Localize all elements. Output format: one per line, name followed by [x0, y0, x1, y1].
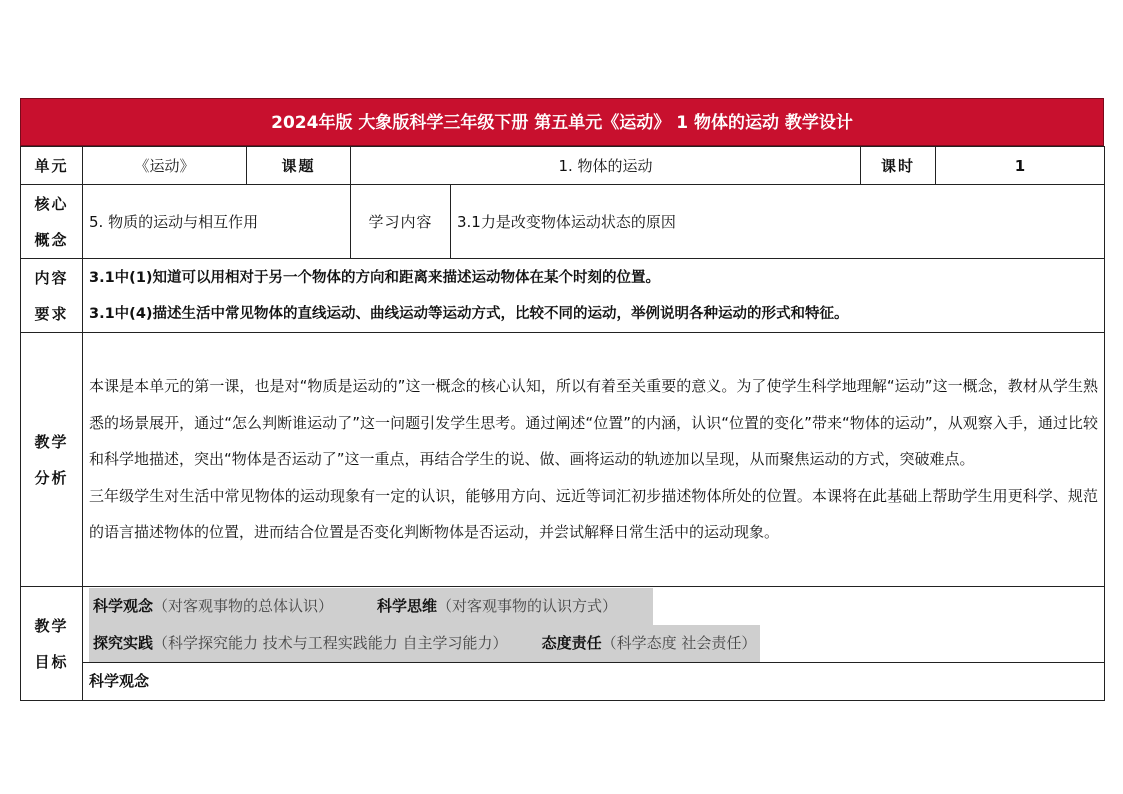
goal-3-desc: （科学探究能力 技术与工程实践能力 自主学习能力）: [153, 633, 508, 652]
core-concept-label: [21, 185, 83, 259]
row-unit: [21, 147, 1105, 185]
core-concept-value: 5. 物质的运动与相互作用: [83, 185, 351, 259]
unit-label: 单元: [21, 147, 83, 185]
period-label: 课时: [861, 147, 936, 185]
req-label-line-1: 内容: [34, 268, 69, 287]
goals-value: [83, 587, 1105, 701]
row-content-requirements: [21, 259, 1105, 333]
topic-label: 课题: [247, 147, 351, 185]
analysis-label-line-2: 分析: [34, 468, 69, 487]
unit-value: 《运动》: [83, 147, 247, 185]
topic-value: 1. 物体的运动: [351, 147, 861, 185]
goal-attitude-responsibility: [538, 625, 761, 662]
goal-inquiry-practice: [89, 625, 538, 662]
goals-label-line-1: 教学: [34, 616, 69, 635]
goal-line-3: [83, 662, 1104, 700]
analysis-label: [21, 333, 83, 587]
goal-4-desc: （科学态度 社会责任）: [601, 633, 757, 652]
goal-1-title: 科学观念: [93, 596, 154, 615]
document-title: 2024年版 大象版科学三年级下册 第五单元《运动》 1 物体的运动 教学设计: [20, 98, 1104, 146]
requirements-value: [83, 259, 1105, 333]
analysis-paragraph-2: 三年级学生对生活中常见物体的运动现象有一定的认识，能够用方向、远近等词汇初步描述物体所处的位置。本课将在此基础上帮助学生用更科学、规范的语言描述物体的位置，进而结合位置是否变化判断物体是否运动，并尝试解释日常生活中的运动现象。: [89, 486, 1098, 542]
goal-2-title: 科学思维: [377, 596, 438, 615]
goal-scientific-concept: [89, 588, 373, 625]
goal-line-1: [89, 588, 1098, 625]
goals-label: [21, 587, 83, 701]
goal-1-desc: （对客观事物的总体认识）: [153, 596, 334, 615]
goal-5-title: 科学观念: [89, 671, 150, 690]
goals-label-line-2: 目标: [34, 652, 69, 671]
learning-content-label: 学习内容: [351, 185, 451, 259]
goal-line-2: [89, 625, 1098, 662]
goal-2-desc: （对客观事物的认识方式）: [437, 596, 618, 615]
req-label-line-2: 要求: [34, 304, 69, 323]
row-teaching-goals: [21, 587, 1105, 701]
requirement-2: 3.1中(4)描述生活中常见物体的直线运动、曲线运动等运动方式，比较不同的运动，举例说明各种运动的形式和特征。: [89, 305, 849, 322]
analysis-paragraph-1: 本课是本单元的第一课，也是对“物质是运动的”这一概念的核心认知，所以有着至关重要的意义。为了使学生科学地理解“运动”这一概念，教材从学生熟悉的场景展开，通过“怎么判断谁运动了”这一问题引发学生思考。通过阐述“位置”的内涵，认识“位置的变化”带来“物体的运动”，从观察入手，通过比较和科学地描述，突出“物体是否运动了”这一重点，再结合学生的说、做、画将运动的轨迹加以呈现，从而聚焦运动的方式，突破难点。: [89, 377, 1098, 469]
requirement-1: 3.1中(1)知道可以用相对于另一个物体的方向和距离来描述运动物体在某个时刻的位置。: [89, 269, 661, 286]
row-core-concept: [21, 185, 1105, 259]
core-label-line-1: 核心: [34, 194, 69, 213]
lesson-plan-table: [20, 146, 1105, 701]
row-teaching-analysis: [21, 333, 1105, 587]
period-value: 1: [936, 147, 1105, 185]
learning-content-value: 3.1力是改变物体运动状态的原因: [451, 185, 1105, 259]
requirements-label: [21, 259, 83, 333]
core-label-line-2: 概念: [34, 230, 69, 249]
goal-4-title: 态度责任: [541, 633, 602, 652]
lesson-plan-document: [20, 98, 1104, 701]
goal-scientific-thinking: [373, 588, 653, 625]
analysis-label-line-1: 教学: [34, 432, 69, 451]
goal-3-title: 探究实践: [93, 633, 154, 652]
analysis-value: [83, 333, 1105, 587]
